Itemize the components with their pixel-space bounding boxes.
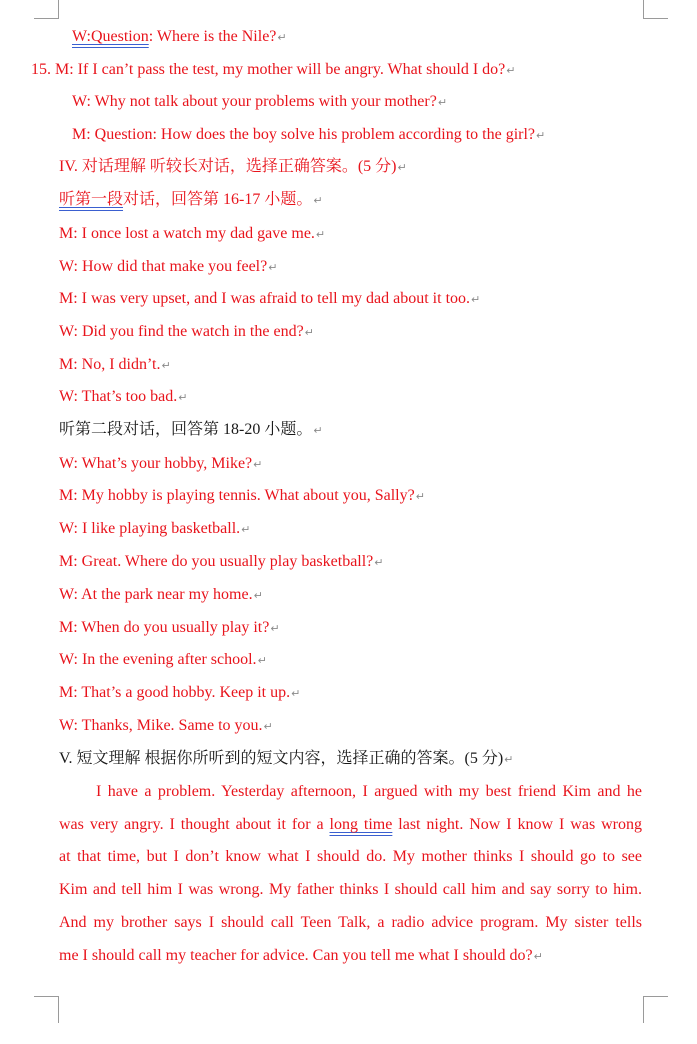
text-line-17: [59, 551, 384, 574]
text-line-19: [59, 617, 280, 640]
passage-line: And my brother says I should call Teen Talk, a radio advice program. My sister tells: [59, 914, 642, 931]
line-text: M: When do you usually play it?: [59, 619, 270, 636]
text-line-13: [59, 419, 323, 442]
paragraph-mark-icon: ↵: [253, 458, 263, 471]
line-text: W: At the park near my home.: [59, 586, 253, 603]
paragraph-mark-icon: ↵: [437, 96, 448, 109]
paragraph-mark-icon: ↵: [471, 293, 481, 306]
line-text: M: No, I didn’t.: [59, 356, 161, 373]
paragraph-mark-icon: ↵: [415, 490, 425, 503]
text-line-14: [59, 453, 262, 476]
section-heading-iv: [59, 156, 407, 179]
page-corner-mark-top-left: [34, 0, 59, 19]
paragraph-mark-icon: ↵: [257, 654, 267, 667]
paragraph-mark-icon: ↵: [291, 687, 301, 700]
line-text: V. 短文理解 根据你所听到的短文内容，选择正确的答案。(5 分): [59, 750, 504, 767]
paragraph-mark-icon: ↵: [397, 161, 407, 174]
line-text: M: I was very upset, and I was afraid to tell my dad about it too.: [59, 290, 471, 307]
line-text: M: Great. Where do you usually play basketball?: [59, 553, 374, 570]
line-text: W: How did that make you feel?: [59, 258, 268, 275]
passage-line: Kim and tell him I was wrong. My father thinks I should call him and say sorry to him.: [59, 881, 642, 898]
paragraph-mark-icon: ↵: [315, 228, 326, 241]
underlined-label: W:Question: [72, 28, 149, 45]
paragraph-mark-icon: ↵: [313, 194, 323, 207]
passage-line: [59, 814, 642, 836]
text-line-1: [72, 26, 287, 49]
paragraph-mark-icon: ↵: [253, 589, 263, 602]
text-line-11: [59, 354, 171, 377]
paragraph-mark-icon: ↵: [270, 622, 280, 635]
line-text: M: My hobby is playing tennis. What about you, Sally?: [59, 487, 415, 504]
text-line-9: [59, 288, 480, 311]
paragraph-mark-icon: ↵: [263, 720, 273, 733]
line-text: M: I once lost a watch my dad gave me.: [59, 225, 315, 242]
line-text: IV. 对话理解 听较长对话，选择正确答案。(5 分): [59, 158, 397, 175]
line-text: : Where is the Nile?: [148, 28, 277, 45]
paragraph-mark-icon: ↵: [533, 950, 543, 963]
passage-text: was very angry. I thought about it for a: [59, 816, 330, 833]
line-text: M: Question: How does the boy solve his problem according to the girl?: [72, 126, 536, 143]
paragraph-mark-icon: ↵: [504, 753, 514, 766]
paragraph-mark-icon: ↵: [374, 556, 384, 569]
text-line-4: [72, 124, 545, 147]
paragraph-mark-icon: ↵: [161, 359, 171, 372]
text-line-12: [59, 386, 187, 409]
text-line-2: [31, 59, 516, 82]
paragraph-mark-icon: ↵: [178, 391, 188, 404]
line-text: W: What’s your hobby, Mike?: [59, 455, 253, 472]
paragraph-mark-icon: ↵: [304, 326, 314, 339]
underlined-phrase: long time: [329, 816, 393, 833]
paragraph-mark-icon: ↵: [313, 424, 323, 437]
line-text: W: Why not talk about your problems with your mother?: [72, 93, 437, 110]
page-corner-mark-top-right: [643, 0, 668, 19]
line-text: W: In the evening after school.: [59, 651, 257, 668]
passage-line: I have a problem. Yesterday afternoon, I argued with my best friend Kim and he: [96, 783, 642, 800]
text-line-18: [59, 584, 263, 607]
line-text: 听第二段对话，回答第 18-20 小题。: [59, 421, 313, 438]
passage-line-last: [59, 945, 642, 968]
section-heading-v: [59, 748, 513, 771]
text-line-8: [59, 256, 277, 279]
paragraph-mark-icon: ↵: [277, 31, 287, 44]
passage-text: me I should call my teacher for advice. Can you tell me what I should do?: [59, 947, 533, 964]
line-text: 对话，回答第 16-17 小题。: [123, 191, 313, 208]
paragraph-mark-icon: ↵: [536, 129, 546, 142]
paragraph-mark-icon: ↵: [506, 64, 516, 77]
text-line-20: [59, 649, 267, 672]
page-corner-mark-bottom-right: [643, 996, 668, 1023]
page-corner-mark-bottom-left: [34, 996, 59, 1023]
paragraph-mark-icon: ↵: [268, 261, 278, 274]
line-text: W: I like playing basketball.: [59, 520, 241, 537]
text-line-22: [59, 715, 273, 738]
text-line-10: [59, 321, 314, 344]
underlined-label: 听第一段: [59, 191, 124, 208]
text-line-3: [72, 91, 447, 114]
passage-line: at that time, but I don’t know what I should do. My mother thinks I should go to see: [59, 848, 642, 865]
paragraph-mark-icon: ↵: [241, 523, 251, 536]
line-text: W: Thanks, Mike. Same to you.: [59, 717, 263, 734]
line-text: M: That’s a good hobby. Keep it up.: [59, 684, 291, 701]
text-line-21: [59, 682, 300, 705]
text-line-6: [59, 189, 323, 212]
line-text: W: Did you find the watch in the end?: [59, 323, 304, 340]
line-text: 15. M: If I can’t pass the test, my mother will be angry. What should I do?: [31, 61, 506, 78]
text-line-7: [59, 223, 325, 246]
passage-text: last night. Now I know I was wrong: [392, 816, 642, 833]
text-line-16: [59, 518, 250, 541]
line-text: W: That’s too bad.: [59, 388, 178, 405]
text-line-15: [59, 485, 425, 508]
